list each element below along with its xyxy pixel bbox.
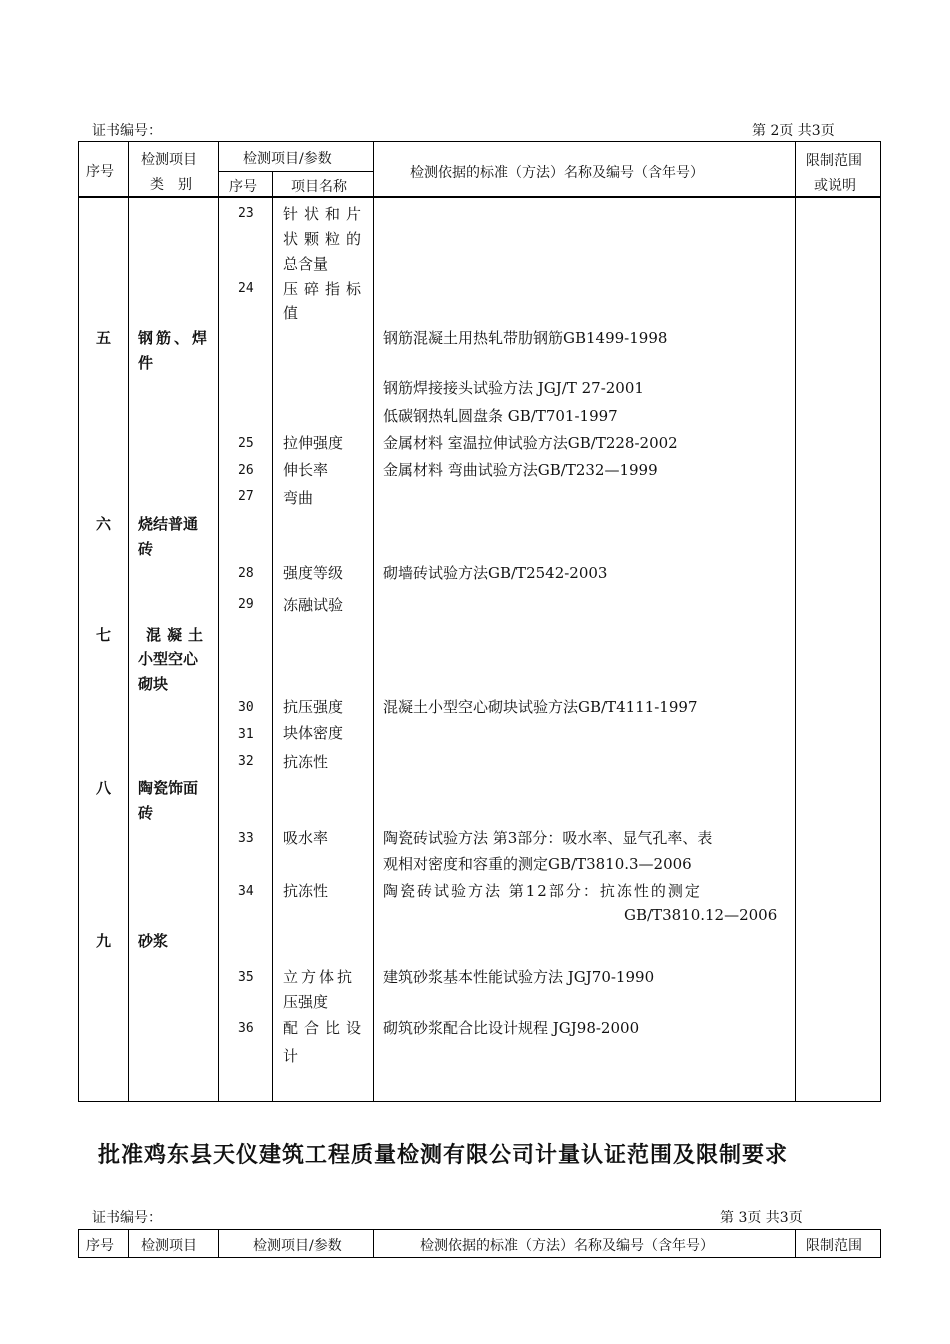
standard-text: 金属材料 弯曲试验方法GB/T232—1999 bbox=[383, 461, 658, 479]
item-name: 弯曲 bbox=[283, 489, 314, 507]
standard-text: 建筑砂浆基本性能试验方法 JGJ70-1990 bbox=[383, 968, 655, 986]
header-limit: 限制范围 bbox=[806, 1238, 862, 1254]
header-seq: 序号 bbox=[86, 1238, 114, 1254]
header-sub-name: 项目名称 bbox=[291, 179, 347, 195]
item-name: 压碎指标 bbox=[283, 280, 368, 298]
category-name: 件 bbox=[138, 354, 154, 372]
item-number: 24 bbox=[238, 281, 254, 296]
category-name: 砖 bbox=[138, 540, 154, 558]
item-number: 32 bbox=[238, 754, 254, 769]
header-standard: 检测依据的标准（方法）名称及编号（含年号） bbox=[410, 165, 704, 181]
item-number: 33 bbox=[238, 831, 254, 846]
standard-text: 观相对密度和容重的测定GB/T3810.3—2006 bbox=[383, 855, 692, 873]
category-name: 砂浆 bbox=[138, 932, 169, 950]
item-name: 配合比设 bbox=[283, 1019, 368, 1037]
header-standard: 检测依据的标准（方法）名称及编号（含年号） bbox=[420, 1238, 714, 1254]
category-seq: 八 bbox=[96, 779, 112, 797]
header-category-type: 类 别 bbox=[150, 177, 192, 193]
page-info: 第 2页 共3页 bbox=[752, 123, 835, 139]
item-number: 26 bbox=[238, 463, 254, 478]
item-name: 冻融试验 bbox=[283, 596, 344, 614]
item-number: 34 bbox=[238, 884, 254, 899]
standard-text: 混凝土小型空心砌块试验方法GB/T4111-1997 bbox=[383, 698, 698, 716]
cert-number-label: 证书编号： bbox=[92, 123, 162, 139]
item-name: 吸水率 bbox=[283, 829, 329, 847]
item-name: 立方体抗 bbox=[283, 968, 356, 986]
category-name: 陶瓷饰面 bbox=[138, 779, 199, 797]
item-number: 31 bbox=[238, 727, 254, 742]
standard-text: 砌筑砂浆配合比设计规程 JGJ98-2000 bbox=[383, 1019, 640, 1037]
category-name: 砖 bbox=[138, 804, 154, 822]
category-seq: 七 bbox=[96, 626, 112, 644]
standard-text: 钢筋混凝土用热轧带肋钢筋GB1499-1998 bbox=[383, 329, 668, 347]
category-name: 钢筋、焊 bbox=[138, 329, 211, 347]
item-name: 块体密度 bbox=[283, 724, 344, 742]
category-name: 烧结普通 bbox=[138, 515, 199, 533]
item-name: 值 bbox=[283, 304, 299, 322]
standard-text: 钢筋焊接接头试验方法 JGJ/T 27-2001 bbox=[383, 379, 644, 397]
header-seq: 序号 bbox=[86, 164, 114, 180]
category-name: 混凝土 bbox=[146, 626, 210, 644]
header-sub-seq: 序号 bbox=[229, 179, 257, 195]
item-number: 36 bbox=[238, 1021, 254, 1036]
category-name: 小型空心 bbox=[138, 650, 199, 668]
item-name: 抗冻性 bbox=[283, 753, 329, 771]
item-name: 总含量 bbox=[283, 255, 329, 273]
header-category: 检测项目 bbox=[141, 1238, 197, 1254]
item-name: 抗压强度 bbox=[283, 698, 344, 716]
standard-text: 陶瓷砖试验方法 第12部分：抗冻性的测定 bbox=[383, 882, 702, 900]
item-name: 抗冻性 bbox=[283, 882, 329, 900]
item-number: 28 bbox=[238, 566, 254, 581]
category-seq: 六 bbox=[96, 515, 112, 533]
header-category: 检测项目 bbox=[141, 152, 197, 168]
header-limit: 限制范围 bbox=[806, 153, 862, 169]
item-name: 压强度 bbox=[283, 993, 329, 1011]
standard-text: 金属材料 室温拉伸试验方法GB/T228-2002 bbox=[383, 434, 678, 452]
category-seq: 五 bbox=[96, 329, 112, 347]
page-info: 第 3页 共3页 bbox=[720, 1210, 803, 1226]
header-limit-note: 或说明 bbox=[814, 178, 856, 194]
header-param: 检测项目/参数 bbox=[243, 151, 332, 167]
standard-text: 陶瓷砖试验方法 第3部分：吸水率、显气孔率、表 bbox=[383, 829, 713, 847]
item-name: 针状和片 bbox=[283, 205, 368, 223]
item-number: 35 bbox=[238, 970, 254, 985]
standard-text: 砌墙砖试验方法GB/T2542-2003 bbox=[383, 564, 608, 582]
item-number: 29 bbox=[238, 597, 254, 612]
page-title: 批准鸡东县天仪建筑工程质量检测有限公司计量认证范围及限制要求 bbox=[98, 1142, 789, 1168]
standard-text: GB/T3810.12—2006 bbox=[624, 906, 778, 924]
item-number: 27 bbox=[238, 489, 254, 504]
category-name: 砌块 bbox=[138, 675, 169, 693]
category-seq: 九 bbox=[96, 932, 112, 950]
item-number: 30 bbox=[238, 700, 254, 715]
cert-number-label: 证书编号： bbox=[92, 1210, 162, 1226]
item-name: 伸长率 bbox=[283, 461, 329, 479]
item-name: 计 bbox=[283, 1047, 299, 1065]
header-param: 检测项目/参数 bbox=[253, 1238, 342, 1254]
standard-text: 低碳钢热轧圆盘条 GB/T701-1997 bbox=[383, 407, 618, 425]
item-number: 25 bbox=[238, 436, 254, 451]
item-name: 强度等级 bbox=[283, 564, 344, 582]
item-number: 23 bbox=[238, 206, 254, 221]
item-name: 拉伸强度 bbox=[283, 434, 344, 452]
item-name: 状颗粒的 bbox=[283, 230, 368, 248]
